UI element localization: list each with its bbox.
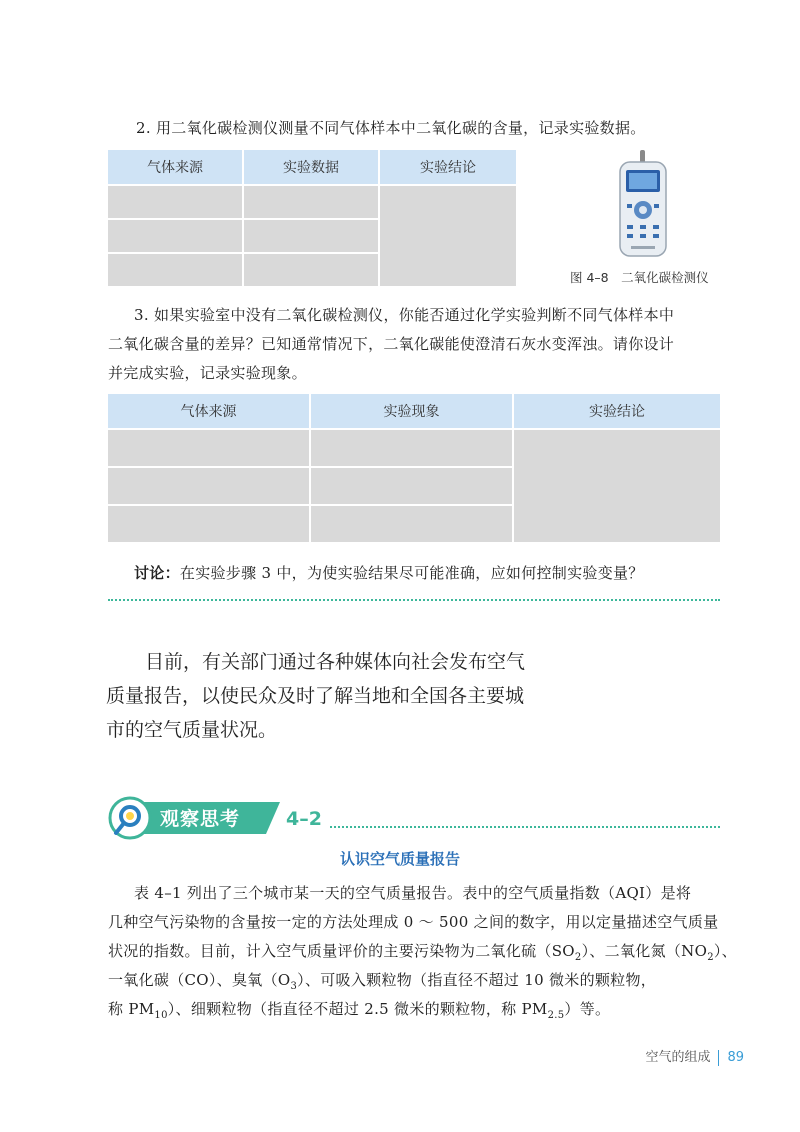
subscript: 10: [154, 1010, 168, 1021]
table-cell[interactable]: [310, 429, 513, 467]
table-header: 实验现象: [310, 393, 513, 429]
subscript: 3: [290, 981, 298, 992]
table-cell[interactable]: [310, 505, 513, 543]
header-dotted-line: [330, 826, 720, 828]
subscript: 2: [707, 952, 714, 963]
discussion-text: 在实验步骤 3 中，为使实验结果尽可能准确，应如何控制实验变量？: [179, 564, 644, 582]
observe-think-label: 观察思考: [160, 808, 241, 830]
observe-line-3: 状况的指数。目前，计入空气质量评价的主要污染物为二氧化硫$(SO_2)$、二氧化氮$(NO_2)$、: [108, 942, 737, 963]
observe-line-4: 一氧化碳（CO）、臭氧$(O_3)$、可吸入颗粒物（指直径不超过 10 微米的颗粒物，: [108, 971, 657, 992]
table-cell[interactable]: [107, 505, 310, 543]
step3-line-2: 二氧化碳含量的差异？已知通常情况下，二氧化碳能使澄清石灰水变浑浊。请你设计: [108, 335, 675, 353]
table-cell[interactable]: [107, 185, 243, 219]
subscript: 2: [574, 952, 582, 963]
table-header: 实验结论: [379, 149, 517, 185]
step3-phenomenon-table: [106, 392, 722, 544]
table-cell[interactable]: [243, 185, 379, 219]
table-header: 实验结论: [513, 393, 721, 429]
page-number: 89: [727, 1050, 744, 1065]
table-cell-merged[interactable]: [513, 429, 721, 543]
step2-data-table: [106, 148, 518, 288]
observe-number: 4–2: [286, 808, 322, 830]
table-cell[interactable]: [107, 467, 310, 505]
observe-line-5: 称 $PM_{10}$）、细颗粒物（指直径不超过 2.5 微米的颗粒物，称 $PM_{2.5}$）等。: [108, 1000, 611, 1021]
subscript: 2.5: [547, 1010, 565, 1021]
step2-instruction: 2. 用二氧化碳检测仪测量不同气体样本中二氧化碳的含量，记录实验数据。: [136, 119, 646, 137]
step3-line-1: 3. 如果实验室中没有二氧化碳检测仪，你能否通过化学实验判断不同气体样本中: [134, 306, 675, 324]
page-footer: [645, 1046, 744, 1066]
discussion: [134, 559, 644, 587]
table-cell[interactable]: [243, 253, 379, 287]
table-header: 实验数据: [243, 149, 379, 185]
observe-line-1: 表 4–1 列出了三个城市某一天的空气质量报告。表中的空气质量指数（AQI）是将: [134, 884, 692, 902]
table-cell[interactable]: [107, 429, 310, 467]
observe-title: 认识空气质量报告: [339, 850, 460, 868]
note-line-2: 质量报告，以使民众及时了解当地和全国各主要城: [106, 685, 525, 707]
co2-detector-image: [617, 150, 669, 258]
table-cell[interactable]: [107, 219, 243, 253]
chapter-title: 空气的组成: [645, 1050, 711, 1065]
table-cell[interactable]: [310, 467, 513, 505]
observe-line-2: 几种空气污染物的含量按一定的方法处理成 0 ～ 500 之间的数字，用以定量描述空气质量: [108, 913, 719, 931]
step3-line-3: 并完成实验，记录实验现象。: [108, 364, 307, 382]
table-header: 气体来源: [107, 393, 310, 429]
note-line-3: 市的空气质量状况。: [106, 719, 278, 741]
table-cell-merged[interactable]: [379, 185, 517, 287]
footer-divider: [718, 1050, 719, 1066]
table-cell[interactable]: [243, 219, 379, 253]
discussion-label: 讨论：: [134, 564, 180, 582]
note-line-1: 目前，有关部门通过各种媒体向社会发布空气: [145, 651, 526, 673]
section-divider: [108, 599, 720, 601]
table-header: 气体来源: [107, 149, 243, 185]
figure-caption: 图 4–8 二氧化碳检测仪: [570, 270, 709, 285]
table-cell[interactable]: [107, 253, 243, 287]
